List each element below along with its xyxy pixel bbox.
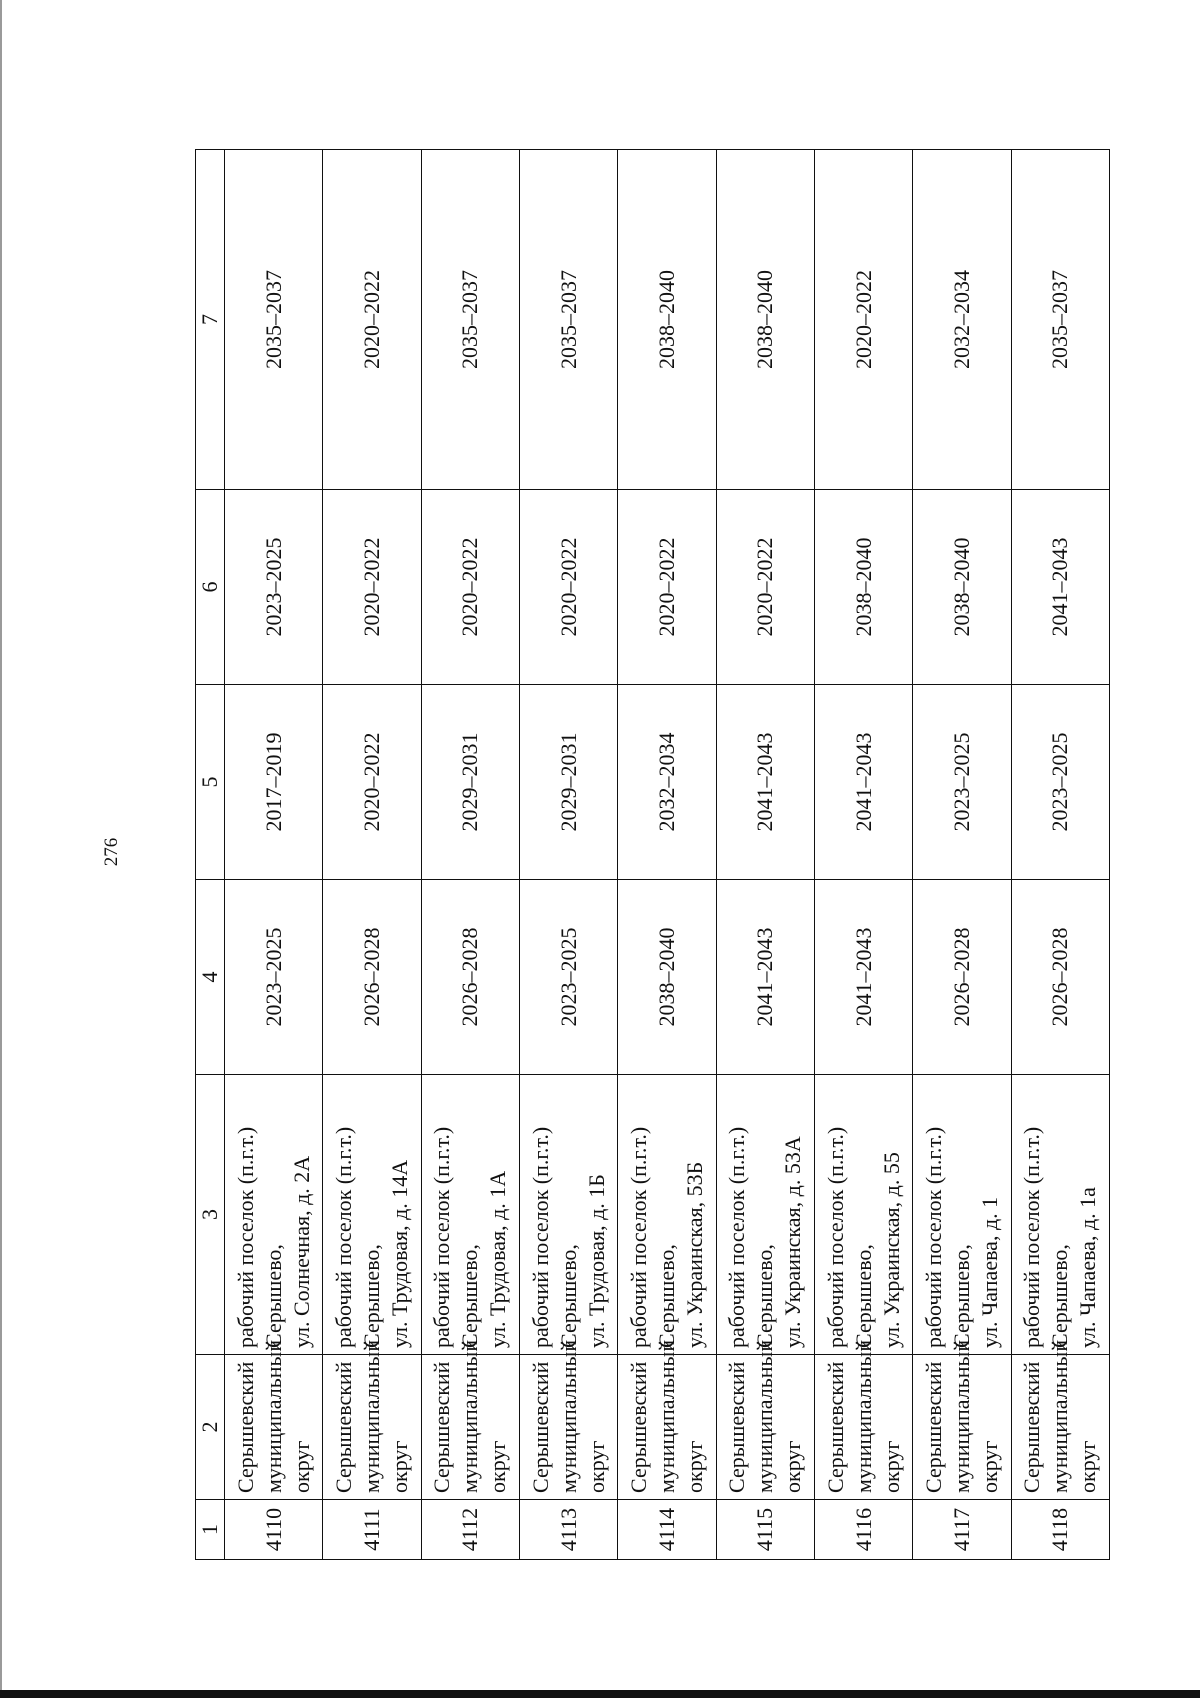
period-cell-c5: 2023–2025 [1011,685,1109,880]
district-cell [421,1339,519,1500]
district-cell [1011,1339,1109,1500]
address-cell [519,1075,617,1355]
period-cell-c5: 2029–2031 [519,685,617,880]
district-line: муниципальный [653,1339,679,1493]
period-cell-c6: 2020–2022 [716,490,814,685]
period-cell-c4: 2026–2028 [323,880,421,1075]
district-line: Серышевский [920,1361,946,1493]
district-line: Серышевский [724,1361,750,1493]
period-cell-c7: 2020–2022 [323,150,421,490]
district-line: Серышевский [429,1361,455,1493]
address-cell [225,1075,323,1355]
period-cell-c4: 2026–2028 [421,880,519,1075]
period-cell-c6: 2023–2025 [225,490,323,685]
period-cell-c5: 2029–2031 [421,685,519,880]
scan-edge-bottom [0,1690,1200,1698]
column-header: 4 [196,880,225,1075]
period-cell-c7: 2038–2040 [716,150,814,490]
address-line: рабочий поселок (п.г.т.) [920,1126,946,1348]
district-line: округ [878,1440,904,1493]
row-number: 4113 [519,1500,617,1560]
address-line: Серышево, [850,1244,876,1348]
district-line: округ [485,1440,511,1493]
period-cell-c4: 2026–2028 [1011,880,1109,1075]
address-line: рабочий поселок (п.г.т.) [429,1126,455,1348]
address-line: ул. Трудовая, д. 1Б [583,1174,609,1348]
period-cell-c7: 2035–2037 [1011,150,1109,490]
district-cell [814,1339,912,1500]
district-cell [618,1339,716,1500]
address-line: Серышево, [948,1244,974,1348]
district-cell [225,1339,323,1500]
column-header: 6 [196,490,225,685]
period-cell-c6: 2020–2022 [519,490,617,685]
district-line: округ [288,1440,314,1493]
address-line: рабочий поселок (п.г.т.) [822,1126,848,1348]
period-cell-c4: 2023–2025 [519,880,617,1075]
period-cell-c7: 2020–2022 [814,150,912,490]
address-cell [913,1075,1011,1355]
table-row [913,150,1011,1560]
district-line: муниципальный [358,1339,384,1493]
district-line: муниципальный [948,1339,974,1493]
address-line: Серышево, [555,1244,581,1348]
period-cell-c7: 2035–2037 [225,150,323,490]
period-cell-c6: 2020–2022 [618,490,716,685]
period-cell-c4: 2026–2028 [913,880,1011,1075]
address-line: рабочий поселок (п.г.т.) [232,1126,258,1348]
address-line: ул. Украинская, 53Б [681,1161,707,1348]
period-cell-c4: 2041–2043 [814,880,912,1075]
period-cell-c4: 2041–2043 [716,880,814,1075]
district-line: округ [976,1440,1002,1493]
column-header: 5 [196,685,225,880]
period-cell-c6: 2041–2043 [1011,490,1109,685]
row-number: 4117 [913,1500,1011,1560]
column-header: 2 [196,1355,225,1500]
district-cell [716,1339,814,1500]
rotated-table-container [195,150,1110,1560]
district-line: муниципальный [850,1339,876,1493]
district-line: округ [681,1440,707,1493]
period-cell-c4: 2023–2025 [225,880,323,1075]
district-line: округ [780,1440,806,1493]
address-line: Серышево, [457,1244,483,1348]
table-body [225,150,1110,1560]
district-line: муниципальный [555,1339,581,1493]
district-line: округ [583,1440,609,1493]
column-header: 1 [196,1500,225,1560]
district-line: муниципальный [1047,1339,1073,1493]
district-cell [913,1339,1011,1500]
address-line: рабочий поселок (п.г.т.) [330,1126,356,1348]
address-line: Серышево, [752,1244,778,1348]
address-line: рабочий поселок (п.г.т.) [625,1126,651,1348]
period-cell-c6: 2038–2040 [913,490,1011,685]
district-line: муниципальный [752,1339,778,1493]
scan-edge-left [0,0,2,1698]
address-line: рабочий поселок (п.г.т.) [527,1126,553,1348]
table-row [225,150,323,1560]
address-line: рабочий поселок (п.г.т.) [724,1126,750,1348]
row-number: 4112 [421,1500,519,1560]
address-cell [323,1075,421,1355]
table-row [519,150,617,1560]
registry-table [195,149,1110,1560]
period-cell-c6: 2038–2040 [814,490,912,685]
page-number: 276 [101,837,122,867]
row-number: 4115 [716,1500,814,1560]
address-line: рабочий поселок (п.г.т.) [1019,1126,1045,1348]
period-cell-c4: 2038–2040 [618,880,716,1075]
address-line: Серышево, [1047,1244,1073,1348]
district-cell [323,1339,421,1500]
period-cell-c5: 2020–2022 [323,685,421,880]
table-row [618,150,716,1560]
district-line: Серышевский [330,1361,356,1493]
row-number: 4116 [814,1500,912,1560]
district-line: округ [1075,1440,1101,1493]
row-number: 4111 [323,1500,421,1560]
row-number: 4110 [225,1500,323,1560]
district-line: Серышевский [625,1361,651,1493]
address-line: ул. Чапаева, д. 1 [976,1196,1002,1348]
period-cell-c5: 2023–2025 [913,685,1011,880]
address-cell [618,1075,716,1355]
district-line: округ [386,1440,412,1493]
address-line: ул. Украинская, д. 55 [878,1152,904,1348]
address-cell [1011,1075,1109,1355]
address-cell [716,1075,814,1355]
period-cell-c7: 2038–2040 [618,150,716,490]
period-cell-c6: 2020–2022 [421,490,519,685]
table-row [323,150,421,1560]
address-cell [421,1075,519,1355]
address-line: Серышево, [653,1244,679,1348]
column-header: 7 [196,150,225,490]
address-line: ул. Украинская, д. 53А [780,1136,806,1348]
district-line: Серышевский [822,1361,848,1493]
period-cell-c5: 2041–2043 [814,685,912,880]
table-row [1011,150,1109,1560]
table-row [814,150,912,1560]
address-line: ул. Трудовая, д. 14А [386,1159,412,1348]
table-row [716,150,814,1560]
period-cell-c5: 2017–2019 [225,685,323,880]
period-cell-c7: 2035–2037 [421,150,519,490]
district-line: Серышевский [1019,1361,1045,1493]
table-row [421,150,519,1560]
header-row [196,150,225,1560]
district-line: муниципальный [260,1339,286,1493]
period-cell-c7: 2035–2037 [519,150,617,490]
address-line: Серышево, [358,1244,384,1348]
column-header: 3 [196,1075,225,1355]
period-cell-c5: 2041–2043 [716,685,814,880]
district-line: Серышевский [527,1361,553,1493]
row-number: 4118 [1011,1500,1109,1560]
district-line: муниципальный [457,1339,483,1493]
row-number: 4114 [618,1500,716,1560]
address-line: ул. Солнечная, д. 2А [288,1155,314,1348]
address-line: Серышево, [260,1244,286,1348]
district-cell [519,1339,617,1500]
district-line: Серышевский [232,1361,258,1493]
address-line: ул. Чапаева, д. 1а [1075,1187,1101,1348]
period-cell-c5: 2032–2034 [618,685,716,880]
period-cell-c6: 2020–2022 [323,490,421,685]
period-cell-c7: 2032–2034 [913,150,1011,490]
address-line: ул. Трудовая, д. 1А [485,1170,511,1348]
address-cell [814,1075,912,1355]
